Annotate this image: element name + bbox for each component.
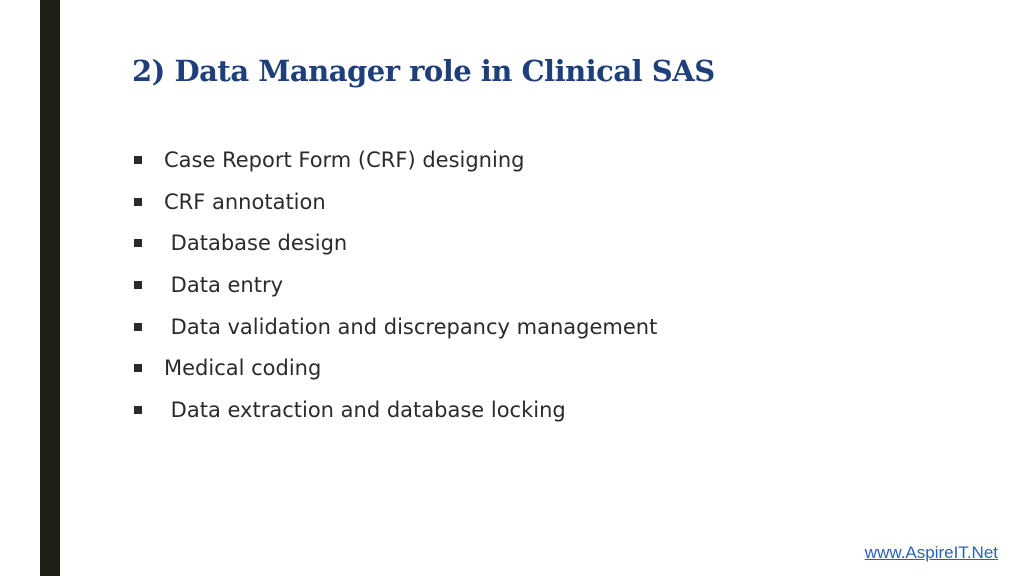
square-bullet-icon	[134, 406, 142, 414]
list-item	[134, 389, 657, 431]
left-accent-bar	[40, 0, 60, 576]
bullet-text: CRF annotation	[164, 189, 326, 214]
website-link[interactable]: www.AspireIT.Net	[864, 543, 998, 562]
list-item	[134, 264, 657, 306]
square-bullet-icon	[134, 239, 142, 247]
list-item	[134, 139, 657, 181]
bullet-text: Medical coding	[164, 356, 322, 381]
list-item	[134, 306, 657, 348]
square-bullet-icon	[134, 323, 142, 331]
square-bullet-icon	[134, 156, 142, 164]
bullet-text: Data entry	[164, 272, 284, 297]
square-bullet-icon	[134, 281, 142, 289]
list-item	[134, 181, 657, 223]
bullet-list	[134, 139, 657, 431]
bullet-text: Database design	[164, 231, 348, 256]
bullet-text: Data extraction and database locking	[164, 397, 566, 422]
square-bullet-icon	[134, 198, 142, 206]
bullet-text: Case Report Form (CRF) designing	[164, 147, 525, 172]
square-bullet-icon	[134, 364, 142, 372]
slide-title: 2) Data Manager role in Clinical SAS	[132, 54, 715, 88]
bullet-text: Data validation and discrepancy management	[164, 314, 658, 339]
list-item	[134, 222, 657, 264]
list-item	[134, 347, 657, 389]
